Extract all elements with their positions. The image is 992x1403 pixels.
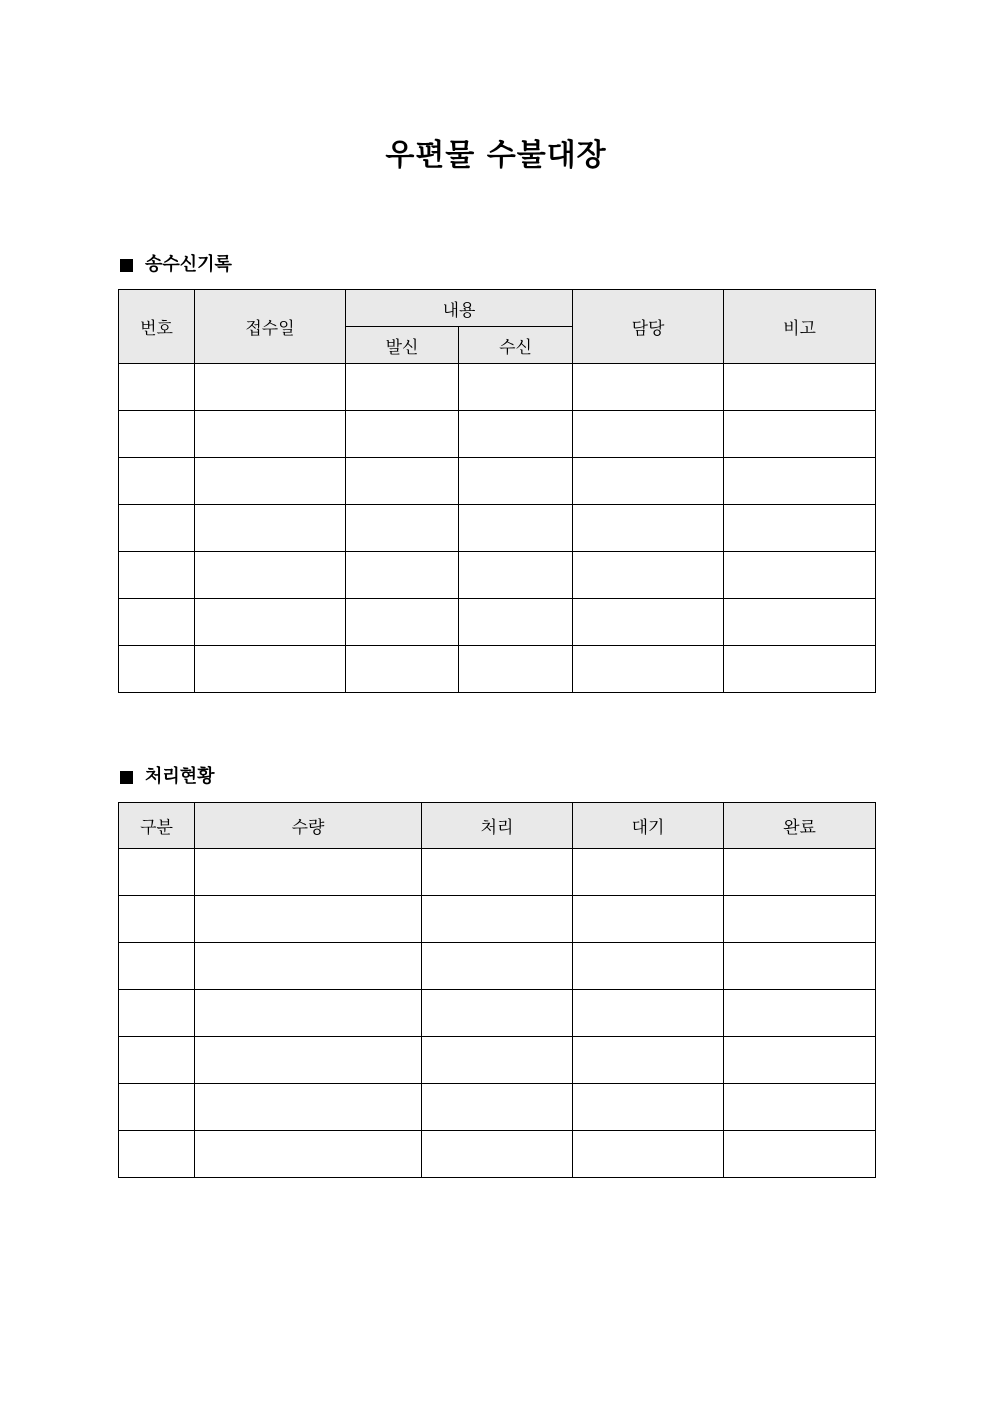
table-cell[interactable] — [724, 896, 876, 943]
table-cell[interactable] — [195, 990, 422, 1037]
header-sent: 발신 — [346, 327, 459, 364]
table-row — [119, 990, 876, 1037]
table-row — [119, 411, 876, 458]
table-cell[interactable] — [724, 646, 876, 693]
table-cell[interactable] — [724, 458, 876, 505]
processing-status-body — [119, 849, 876, 1178]
table-row — [119, 552, 876, 599]
table-cell[interactable] — [573, 896, 724, 943]
section-heading-processing-status — [120, 764, 215, 790]
table-cell[interactable] — [573, 1131, 724, 1178]
table-cell[interactable] — [422, 849, 573, 896]
table-row — [119, 943, 876, 990]
table-row — [119, 1131, 876, 1178]
table-cell[interactable] — [119, 505, 195, 552]
table-cell[interactable] — [195, 552, 346, 599]
table-row — [119, 364, 876, 411]
table-cell[interactable] — [119, 458, 195, 505]
table-cell[interactable] — [459, 458, 573, 505]
table-row — [119, 1084, 876, 1131]
table-cell[interactable] — [724, 505, 876, 552]
table-row — [119, 646, 876, 693]
table-cell[interactable] — [573, 411, 724, 458]
table-cell[interactable] — [195, 505, 346, 552]
table-cell[interactable] — [573, 364, 724, 411]
header-manager: 담당 — [573, 290, 724, 364]
mail-log-body — [119, 364, 876, 693]
header-quantity: 수량 — [195, 803, 422, 849]
table-cell[interactable] — [195, 849, 422, 896]
table-cell[interactable] — [459, 505, 573, 552]
table-cell[interactable] — [195, 364, 346, 411]
table-cell[interactable] — [119, 599, 195, 646]
table-cell[interactable] — [422, 1037, 573, 1084]
table-cell[interactable] — [195, 1037, 422, 1084]
table-cell[interactable] — [119, 411, 195, 458]
table-cell[interactable] — [119, 1131, 195, 1178]
page-title: 우편물 수불대장 — [385, 138, 607, 173]
table-cell[interactable] — [119, 1037, 195, 1084]
table-cell[interactable] — [573, 458, 724, 505]
header-received: 수신 — [459, 327, 573, 364]
table-cell[interactable] — [422, 990, 573, 1037]
table-cell[interactable] — [724, 599, 876, 646]
header-completed: 완료 — [724, 803, 876, 849]
header-content: 내용 — [346, 290, 573, 327]
table-cell[interactable] — [573, 552, 724, 599]
table-cell[interactable] — [573, 849, 724, 896]
table-cell[interactable] — [119, 646, 195, 693]
table-cell[interactable] — [119, 990, 195, 1037]
header-pending: 대기 — [573, 803, 724, 849]
table-cell[interactable] — [724, 943, 876, 990]
table-cell[interactable] — [195, 599, 346, 646]
table-cell[interactable] — [573, 505, 724, 552]
table-cell[interactable] — [346, 458, 459, 505]
table-cell[interactable] — [573, 943, 724, 990]
section-heading-label: 송수신기록 — [145, 254, 232, 275]
table-cell[interactable] — [346, 364, 459, 411]
table-cell[interactable] — [195, 458, 346, 505]
table-cell[interactable] — [195, 943, 422, 990]
table-cell[interactable] — [119, 552, 195, 599]
table-cell[interactable] — [346, 411, 459, 458]
table-cell[interactable] — [346, 505, 459, 552]
section-heading-label: 처리현황 — [145, 766, 215, 787]
table-cell[interactable] — [573, 990, 724, 1037]
table-cell[interactable] — [119, 943, 195, 990]
table-cell[interactable] — [724, 849, 876, 896]
table-cell[interactable] — [724, 552, 876, 599]
header-remarks: 비고 — [724, 290, 876, 364]
table-cell[interactable] — [119, 1084, 195, 1131]
table-cell[interactable] — [346, 646, 459, 693]
section-heading-mail-log — [120, 252, 232, 278]
table-row — [119, 896, 876, 943]
table-cell[interactable] — [724, 1037, 876, 1084]
table-cell[interactable] — [119, 896, 195, 943]
table-cell[interactable] — [422, 896, 573, 943]
table-cell[interactable] — [724, 364, 876, 411]
table-row — [119, 1037, 876, 1084]
header-received-date: 접수일 — [195, 290, 346, 364]
table-cell[interactable] — [195, 1084, 422, 1131]
table-cell[interactable] — [459, 411, 573, 458]
square-bullet-icon — [120, 259, 133, 272]
table-cell[interactable] — [724, 1131, 876, 1178]
table-row — [119, 505, 876, 552]
table-cell[interactable] — [346, 552, 459, 599]
table-cell[interactable] — [724, 990, 876, 1037]
table-cell[interactable] — [119, 364, 195, 411]
table-cell[interactable] — [573, 646, 724, 693]
table-cell[interactable] — [422, 1131, 573, 1178]
table-row — [119, 458, 876, 505]
table-cell[interactable] — [459, 552, 573, 599]
table-cell[interactable] — [346, 599, 459, 646]
table-cell[interactable] — [459, 364, 573, 411]
header-category: 구분 — [119, 803, 195, 849]
table-cell[interactable] — [195, 411, 346, 458]
header-processed: 처리 — [422, 803, 573, 849]
table-cell[interactable] — [573, 1084, 724, 1131]
table-cell[interactable] — [573, 599, 724, 646]
table-cell[interactable] — [195, 646, 346, 693]
table-cell[interactable] — [422, 943, 573, 990]
square-bullet-icon — [120, 771, 133, 784]
processing-status-table — [118, 802, 876, 1178]
table-cell[interactable] — [195, 896, 422, 943]
table-row — [119, 849, 876, 896]
table-cell[interactable] — [422, 1084, 573, 1131]
table-cell[interactable] — [195, 1131, 422, 1178]
table-cell[interactable] — [724, 411, 876, 458]
table-cell[interactable] — [459, 599, 573, 646]
header-number: 번호 — [119, 290, 195, 364]
table-cell[interactable] — [459, 646, 573, 693]
table-cell[interactable] — [573, 1037, 724, 1084]
table-row — [119, 599, 876, 646]
mail-log-table — [118, 289, 876, 693]
table-cell[interactable] — [119, 849, 195, 896]
table-cell[interactable] — [724, 1084, 876, 1131]
